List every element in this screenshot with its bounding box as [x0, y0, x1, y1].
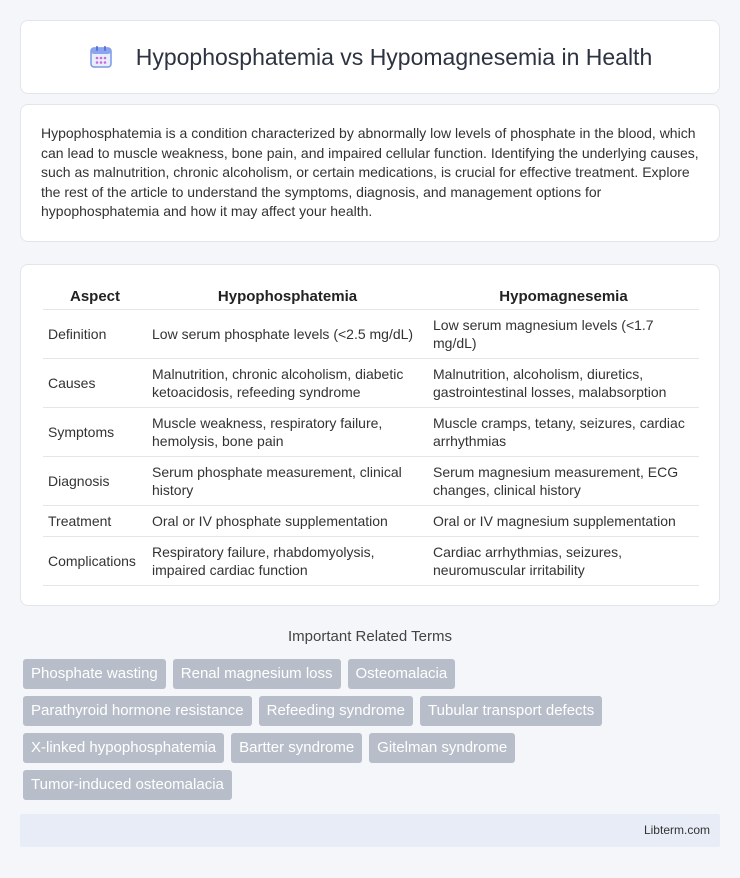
table-header: Aspect: [43, 283, 147, 310]
footer: [20, 814, 720, 847]
hypophosphatemia-cell: Malnutrition, chronic alcoholism, diabetic ketoacidosis, refeeding syndrome: [147, 359, 428, 408]
related-term-tag[interactable]: Tumor-induced osteomalacia: [23, 770, 232, 800]
table-row: [43, 408, 699, 457]
hypomagnesemia-cell: Serum magnesium measurement, ECG changes, clinical history: [428, 457, 699, 506]
related-term-tag[interactable]: Tubular transport defects: [420, 696, 602, 726]
comparison-table: [43, 283, 699, 586]
aspect-cell: Causes: [43, 359, 147, 408]
hypomagnesemia-cell: Cardiac arrhythmias, seizures, neuromuscular irritability: [428, 537, 699, 586]
table-header: Hypomagnesemia: [428, 283, 699, 310]
hypomagnesemia-cell: Muscle cramps, tetany, seizures, cardiac arrhythmias: [428, 408, 699, 457]
hypophosphatemia-cell: Respiratory failure, rhabdomyolysis, impaired cardiac function: [147, 537, 428, 586]
hypomagnesemia-cell: Low serum magnesium levels (<1.7 mg/dL): [428, 310, 699, 359]
related-term-tag[interactable]: Osteomalacia: [348, 659, 456, 689]
intro-text: Hypophosphatemia is a condition characterized by abnormally low levels of phosphate in the blood, which can lead to muscle weakness, bone pain, and impaired cellular function. Identifying the underlying causes, such as malnutrition, chronic alcoholism, or certain medications, is crucial for effective treatment. Explore the rest of the article to understand the symptoms, diagnosis, and management options for hypophosphatemia and how it may affect your health.: [41, 125, 699, 219]
title-card: [20, 20, 720, 94]
related-term-tag[interactable]: Phosphate wasting: [23, 659, 166, 689]
aspect-cell: Definition: [43, 310, 147, 359]
hypophosphatemia-cell: Serum phosphate measurement, clinical history: [147, 457, 428, 506]
related-term-tag[interactable]: Bartter syndrome: [231, 733, 362, 763]
hypomagnesemia-cell: Malnutrition, alcoholism, diuretics, gastrointestinal losses, malabsorption: [428, 359, 699, 408]
table-row: [43, 537, 699, 586]
hypomagnesemia-cell: Oral or IV magnesium supplementation: [428, 506, 699, 537]
table-row: [43, 457, 699, 506]
related-term-tag[interactable]: X-linked hypophosphatemia: [23, 733, 224, 763]
related-term-tag[interactable]: Renal magnesium loss: [173, 659, 341, 689]
hypophosphatemia-cell: Oral or IV phosphate supplementation: [147, 506, 428, 537]
footer-site-link[interactable]: Libterm.com: [643, 823, 710, 837]
aspect-cell: Treatment: [43, 506, 147, 537]
aspect-cell: Complications: [43, 537, 147, 586]
related-term-tag[interactable]: Refeeding syndrome: [259, 696, 413, 726]
aspect-cell: Diagnosis: [43, 457, 147, 506]
related-terms-list: [23, 659, 723, 807]
aspect-cell: Symptoms: [43, 408, 147, 457]
calendar-icon: [88, 44, 114, 70]
table-row: [43, 310, 699, 359]
intro-card: [20, 104, 720, 242]
comparison-table-card: [20, 264, 720, 606]
page-title: Hypophosphatemia vs Hypomagnesemia in Health: [135, 43, 653, 70]
related-terms-title: Important Related Terms: [288, 628, 452, 645]
hypophosphatemia-cell: Low serum phosphate levels (<2.5 mg/dL): [147, 310, 428, 359]
related-term-tag[interactable]: Parathyroid hormone resistance: [23, 696, 252, 726]
table-header: Hypophosphatemia: [147, 283, 428, 310]
hypophosphatemia-cell: Muscle weakness, respiratory failure, hemolysis, bone pain: [147, 408, 428, 457]
table-row: [43, 359, 699, 408]
table-row: [43, 506, 699, 537]
related-term-tag[interactable]: Gitelman syndrome: [369, 733, 515, 763]
